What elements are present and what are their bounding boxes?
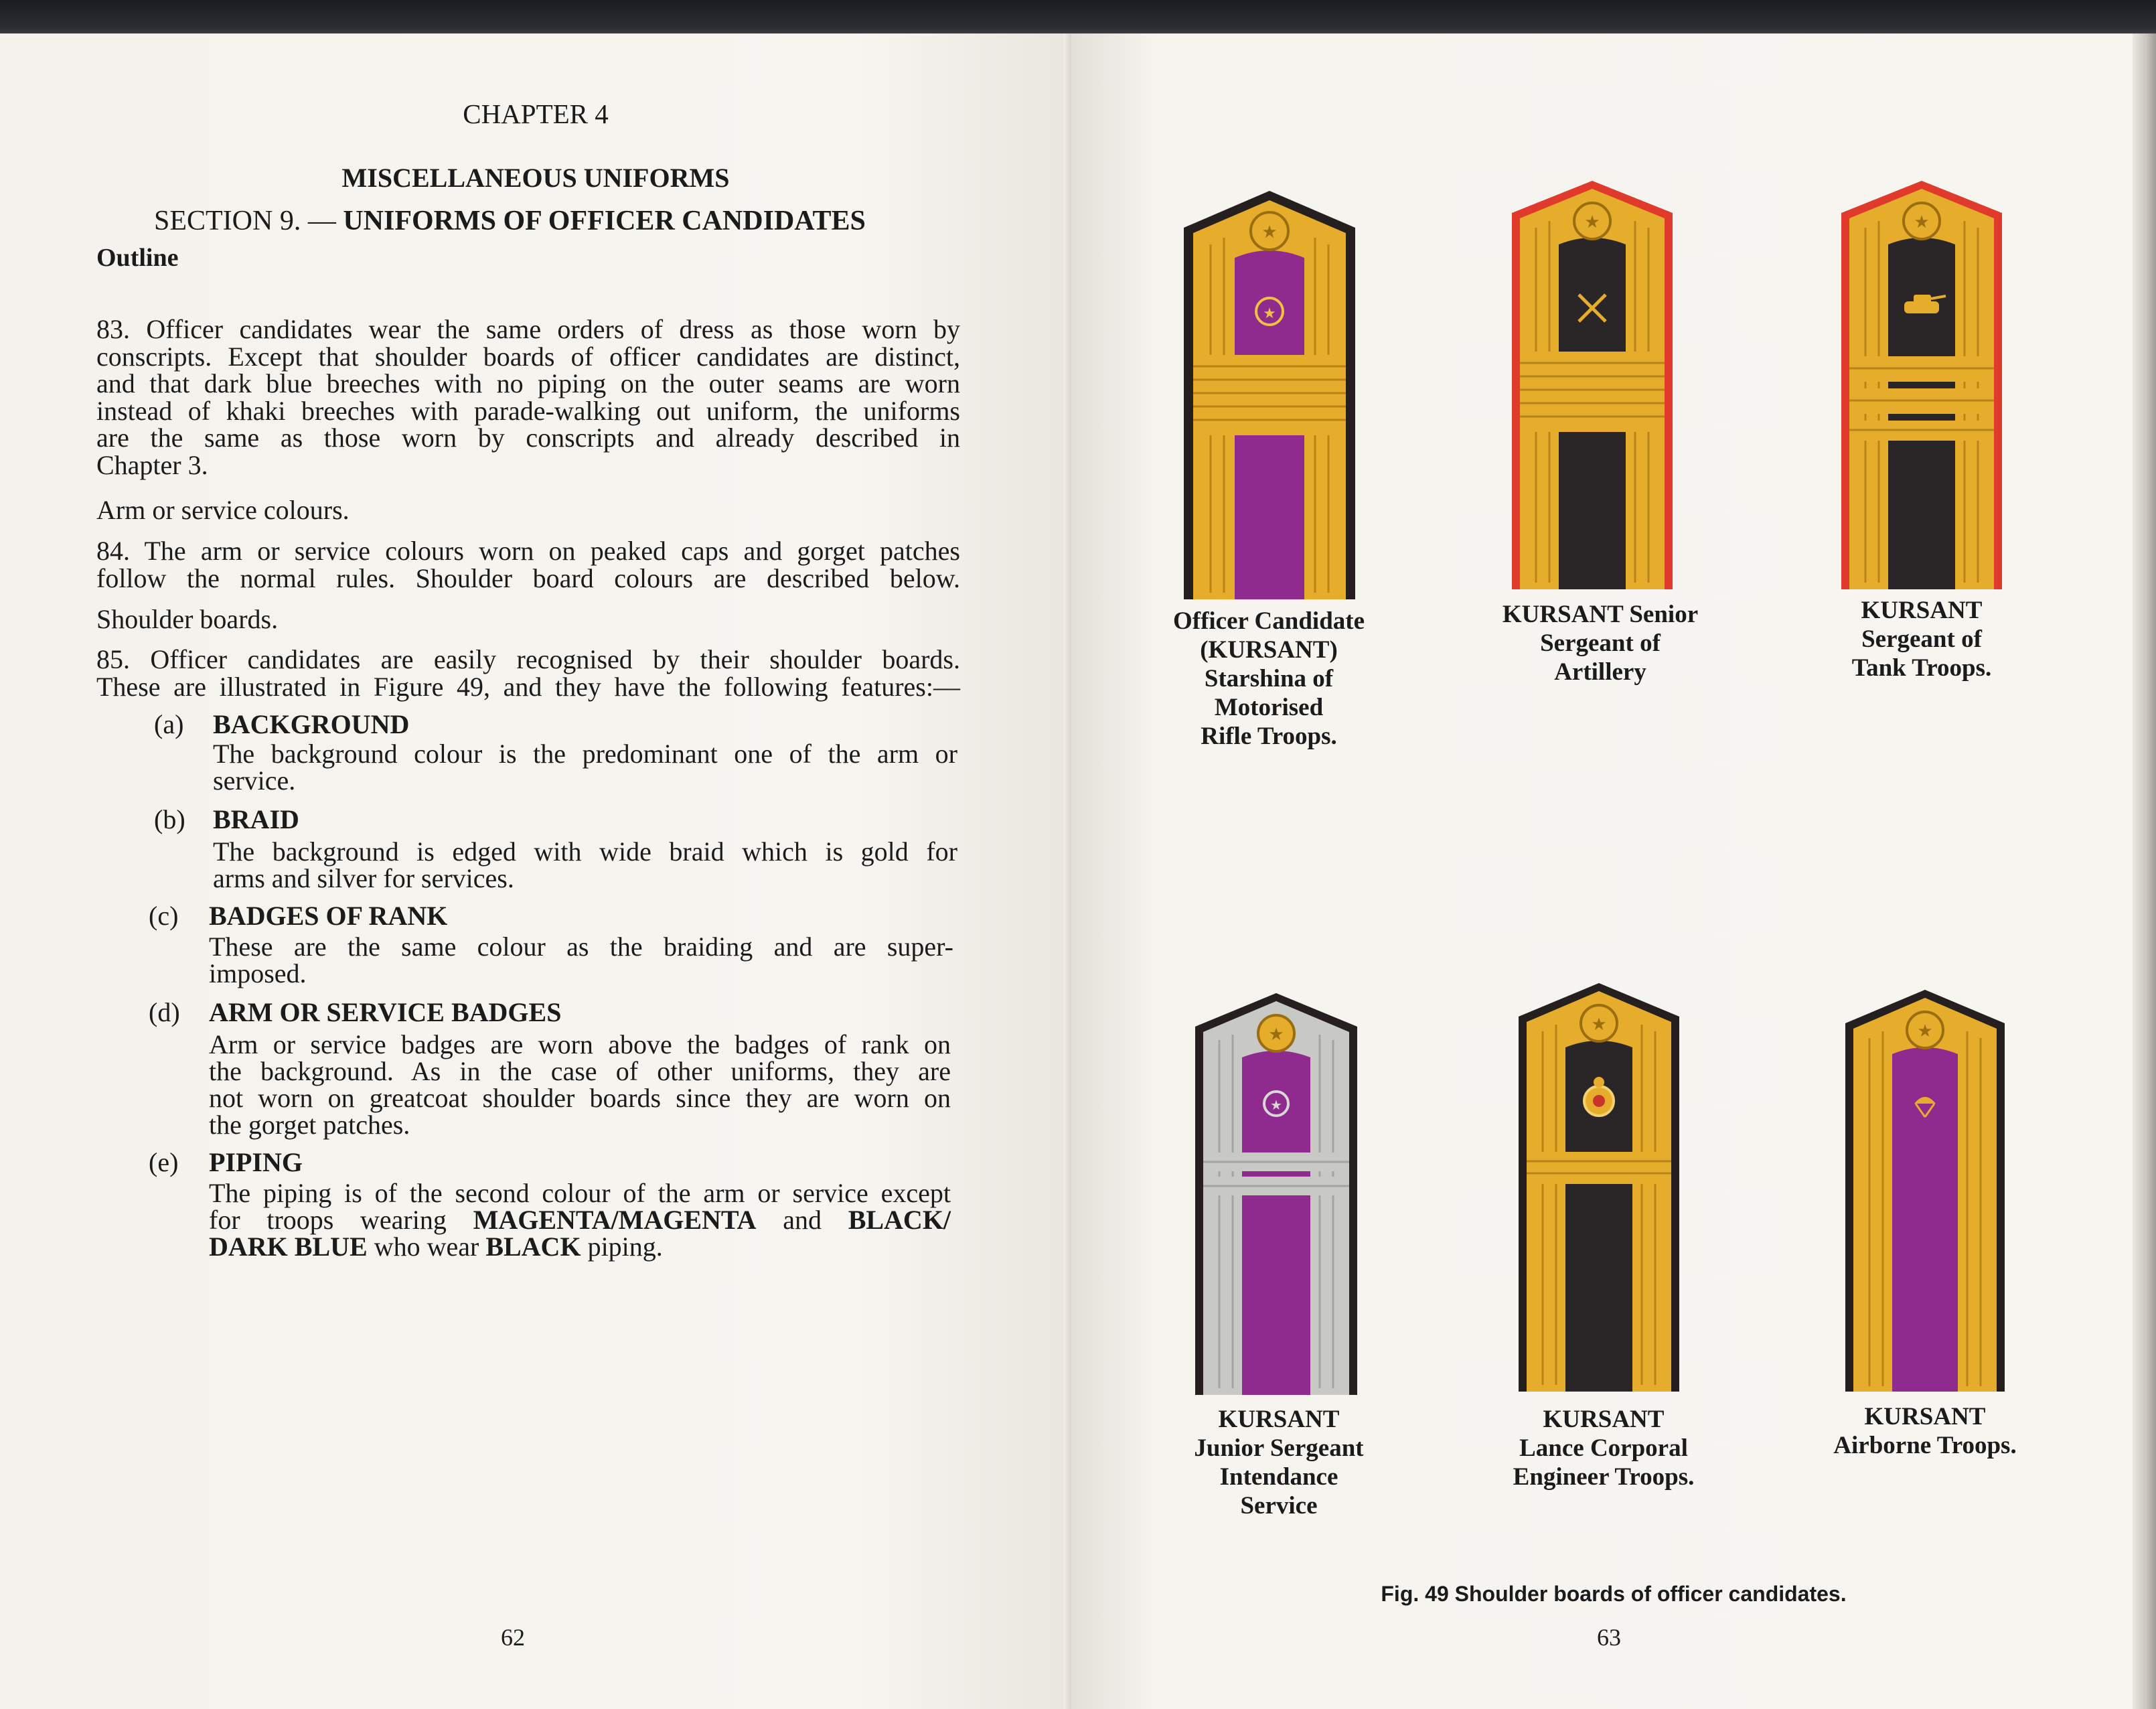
caption-line: Service <box>1240 1492 1318 1519</box>
item-body <box>209 1031 951 1138</box>
item-mark: (e) <box>149 1147 179 1177</box>
shoulder-board-6 <box>1845 990 2005 1392</box>
caption-line: Junior Sergeant <box>1194 1434 1364 1462</box>
paragraph-85 <box>96 646 960 700</box>
caption-line: (KURSANT) <box>1200 636 1338 664</box>
svg-text:★: ★ <box>1270 1097 1282 1113</box>
caption-board-2 <box>1466 600 1734 686</box>
item-mark: (c) <box>149 901 179 931</box>
item-body <box>209 1180 951 1260</box>
paragraph-83 <box>96 316 960 479</box>
item-line: not worn on greatcoat shoulder boards since they are worn on <box>209 1083 951 1113</box>
chapter-title: CHAPTER 4 <box>463 98 609 129</box>
caption-board-1 <box>1138 607 1399 751</box>
item-line: arms and silver for services. <box>213 863 514 893</box>
item-title: BRAID <box>213 804 299 834</box>
section-title <box>154 208 866 235</box>
item-line: imposed. <box>209 958 307 988</box>
item-mark: (d) <box>149 997 180 1027</box>
item-title: ARM OR SERVICE BADGES <box>209 997 562 1027</box>
text-run-bold: MAGENTA/MAGENTA <box>473 1205 757 1235</box>
heading-shoulder-boards: Shoulder boards. <box>96 604 279 634</box>
item-mark: (b) <box>154 804 185 834</box>
item-line: These are the same colour as the braiding and are super- <box>209 932 953 962</box>
item-mark: (a) <box>154 709 184 739</box>
text-run: who wear <box>374 1232 479 1262</box>
paragraph-line: follow the normal rules. Shoulder board colours are described below. <box>96 563 960 593</box>
item-title: BADGES OF RANK <box>209 901 448 931</box>
caption-board-3 <box>1794 596 2049 682</box>
svg-text:★: ★ <box>1261 222 1278 242</box>
item-line: Arm or service badges are worn above the badges of rank on <box>209 1029 951 1059</box>
caption-line: Starshina of <box>1204 665 1334 692</box>
page-number-right: 63 <box>1597 1624 1621 1651</box>
paragraph-line: 85. Officer candidates are easily recognised by their shoulder boards. <box>96 644 960 674</box>
caption-line: Sergeant of <box>1540 629 1661 657</box>
caption-line: KURSANT <box>1864 1403 1986 1430</box>
item-body <box>213 741 957 794</box>
item-line: The background is edged with wide braid which is gold for <box>213 836 957 867</box>
item-line: The background colour is the predominant one of the arm or <box>213 739 957 769</box>
item-line: the gorget patches. <box>209 1110 410 1140</box>
shoulder-board-2 <box>1512 181 1673 589</box>
paragraph-line: instead of khaki breeches with parade-walking out uniform, the uniforms <box>96 395 960 426</box>
svg-text:★: ★ <box>1263 305 1276 322</box>
text-run-bold: BLACK <box>485 1232 581 1262</box>
section-prefix: SECTION 9. — <box>154 206 336 236</box>
page-number-left: 62 <box>501 1624 525 1651</box>
caption-line: Tank Troops. <box>1851 654 1992 682</box>
page-edge <box>2133 33 2156 1709</box>
outline-heading: Outline <box>96 244 179 272</box>
svg-text:★: ★ <box>1584 212 1600 232</box>
text-run: for troops wearing <box>209 1205 447 1235</box>
shoulder-board-1 <box>1184 191 1355 599</box>
item-title: BACKGROUND <box>213 709 410 739</box>
shoulder-board-5 <box>1519 983 1679 1392</box>
svg-text:★: ★ <box>1914 212 1930 232</box>
paragraph-84 <box>96 538 960 592</box>
caption-line: Engineer Troops. <box>1513 1463 1695 1491</box>
item-line <box>209 1234 951 1260</box>
caption-line: Officer Candidate <box>1172 607 1365 635</box>
paragraph-line: These are illustrated in Figure 49, and they have the following features:— <box>96 671 960 702</box>
text-run-bold: BLACK/ <box>848 1205 951 1235</box>
paragraph-line: 83. Officer candidates wear the same orders of dress as those worn by <box>96 314 960 344</box>
text-run: piping. <box>587 1232 663 1262</box>
svg-text:★: ★ <box>1591 1015 1607 1035</box>
heading-arm-colours: Arm or service colours. <box>96 495 350 525</box>
caption-line: KURSANT Senior <box>1502 601 1699 628</box>
paragraph-line: conscripts. Except that shoulder boards of officer candidates are distinct, <box>96 341 960 372</box>
caption-board-5 <box>1470 1405 1738 1491</box>
paragraph-line: Chapter 3. <box>96 449 208 480</box>
caption-line: Lance Corporal <box>1519 1434 1688 1462</box>
caption-line: Motorised <box>1214 694 1324 721</box>
paragraph-line: 84. The arm or service colours worn on peaked caps and gorget patches <box>96 536 960 566</box>
part-title: MISCELLANEOUS UNIFORMS <box>341 163 730 193</box>
text-run: and <box>783 1205 822 1235</box>
caption-line: Intendance <box>1219 1463 1338 1491</box>
svg-text:★: ★ <box>1268 1025 1284 1045</box>
item-line: service. <box>213 765 296 796</box>
caption-board-6 <box>1794 1402 2056 1460</box>
caption-line: Sergeant of <box>1861 625 1982 653</box>
item-line: The piping is of the second colour of the arm or service except <box>209 1178 951 1208</box>
caption-line: Airborne Troops. <box>1833 1432 2017 1459</box>
caption-line: Artillery <box>1554 658 1646 686</box>
item-line: the background. As in the case of other uniforms, they are <box>209 1056 951 1086</box>
paragraph-line: are the same as those worn by conscripts and already described in <box>96 423 960 453</box>
shoulder-board-4 <box>1195 993 1357 1395</box>
caption-line: KURSANT <box>1543 1406 1665 1433</box>
caption-line: KURSANT <box>1218 1406 1340 1433</box>
section-name: UNIFORMS OF OFFICER CANDIDATES <box>343 206 866 236</box>
text-run-bold: DARK BLUE <box>209 1232 368 1262</box>
caption-line: KURSANT <box>1861 597 1983 624</box>
caption-board-4 <box>1148 1405 1409 1520</box>
item-body <box>213 838 957 892</box>
paragraph-line: and that dark blue breeches with no piping on the outer seams are worn <box>96 368 960 398</box>
figure-caption: Fig. 49 Shoulder boards of officer candidates. <box>1381 1582 1847 1606</box>
item-body <box>209 934 953 987</box>
shoulder-board-3 <box>1841 181 2002 589</box>
item-title: PIPING <box>209 1147 303 1177</box>
caption-line: Rifle Troops. <box>1201 723 1337 750</box>
item-line <box>209 1207 951 1234</box>
svg-text:★: ★ <box>1917 1021 1933 1041</box>
